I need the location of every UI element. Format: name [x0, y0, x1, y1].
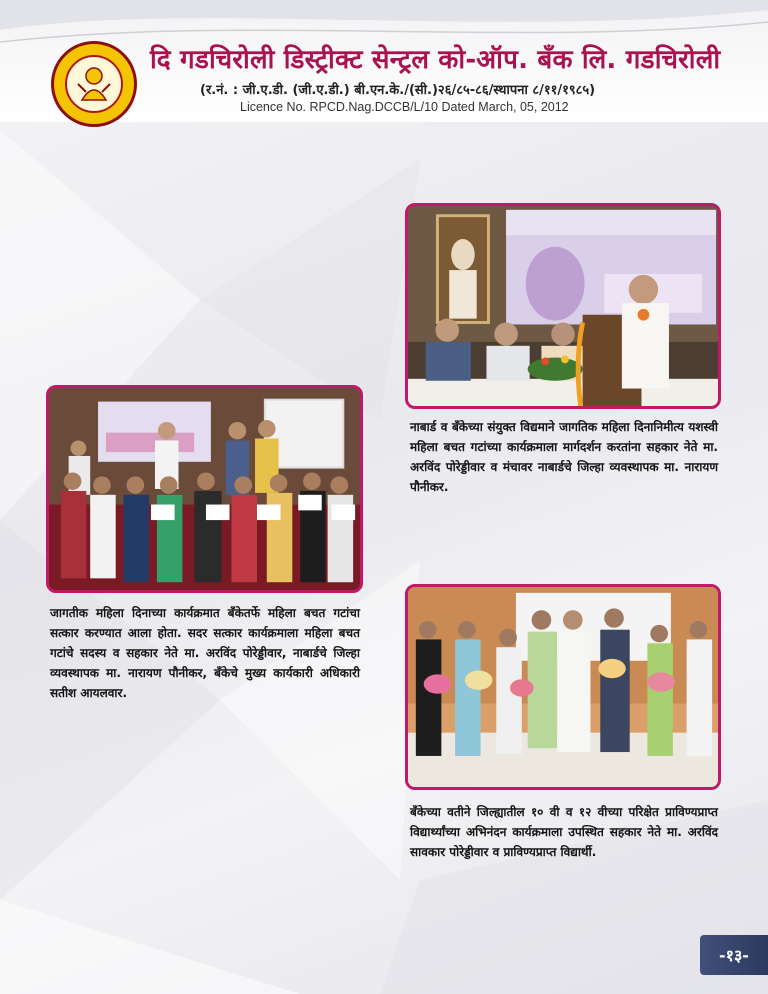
photo-3-caption: बँकेच्या वतीने जिल्ह्यातील १० वी व १२ वीच्या परिक्षेत प्राविण्यप्राप्त विद्यार्थ्यांच्या अभिनंदन कार्यक्रमाला उपस्थित सहकार नेते मा. अरविंद सावकार पोरेड्डीवार व प्राविण्यप्राप्त विद्यार्थी.: [410, 805, 718, 859]
photo-students-felicitation: [405, 584, 721, 790]
photo-speaker-podium: [405, 203, 721, 409]
bank-seal-icon: [51, 41, 137, 127]
page-number: -१३-: [700, 935, 768, 975]
photo-women-felicitation: [46, 385, 363, 593]
photo-1-caption: नाबार्ड व बँकेच्या संयुक्त विद्यमाने जागतिक महिला दिनानिमीत्य यशस्वी महिला बचत गटांच्या कार्यक्रमाला मार्गदर्शन करतांना सहकार नेते मा. अरविंद पोरेड्डीवार व मंचावर नाबार्डचे जिल्हा व्यवस्थापक मा. नारायण पौनीकर.: [410, 420, 718, 494]
registration-number: (र.नं. : जी.ए.डी. (जी.ए.डी.) बी.एन.के./(सी.)२६/८५-८६/स्थापना ८/११/१९८५): [200, 83, 596, 98]
photo-2-caption: जागतीक महिला दिनाच्या कार्यक्रमात बँकेतर्फे महिला बचत गटांचा सत्कार करण्यात आला होता. सदर सत्कार कार्यक्रमाला महिला बचत गटांचे सदस्य व सहकार नेते मा. अरविंद पोरेड्डीवार, नाबार्डचे जिल्हा व्यवस्थापक मा. नारायण पौनीकर, बँकेचे मुख्य कार्यकारी अधिकारी सतीश आयलवार.: [50, 606, 360, 700]
licence-number: Licence No. RPCD.Nag.DCCB/L/10 Dated March, 05, 2012: [240, 100, 569, 114]
bank-title: दि गडचिरोली डिस्ट्रीक्ट सेन्ट्रल को-ऑप. बँक लि. गडचिरोली: [150, 45, 721, 75]
